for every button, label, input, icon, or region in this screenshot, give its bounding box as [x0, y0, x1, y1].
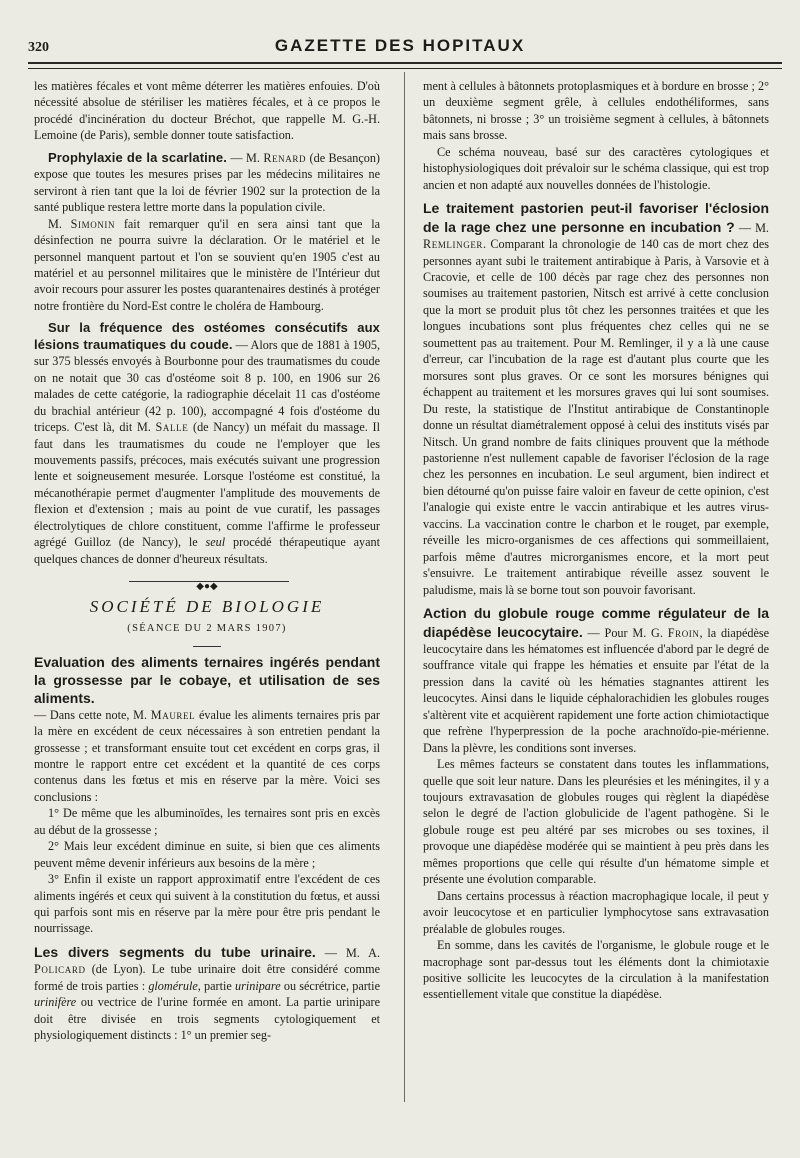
- left-column: [34, 78, 380, 1044]
- author-name: Simonin: [70, 216, 116, 231]
- tube-title: Les divers segments du tube urinaire.: [34, 943, 316, 960]
- page-number: 320: [28, 40, 49, 55]
- pasteur-title: Le traitement pastorien peut-il favoriser l'éclosion de la rage chez une personne en incubation ?: [423, 200, 769, 235]
- short-rule: [193, 646, 221, 647]
- author-name: Remlinger: [423, 237, 484, 252]
- globule-paragraph: Action du globule rouge comme régulateur de la diapédèse leucocytaire. — Pour M. G. Froin, la diapédèse leucocytaire dans les hématomes est influencée d'abord par le degré de souffrance vitale qui frappe les hématies et ensuite par l'état de la pression dans la cavité où les hématies stagnantes attirent les leucocytes. Ainsi dans le liquide céphalorachidien les globules rouges s'altèrent vite et acquièrent rapidement une forte action chimiotactique que refrène l'hyperpression de la poche arachnoïdo-pie-mérienne. Dans la plèvre, les conditions sont inverses.: [423, 605, 770, 755]
- grossesse-title: Evaluation des aliments ternaires ingérés pendant la grossesse par le cobaye, et utilisation de ses aliments.: [34, 653, 380, 706]
- globule-title: Action du globule rouge comme régulateur de la diapédèse leucocytaire.: [423, 605, 769, 640]
- author-name: Salle: [155, 420, 189, 435]
- grossesse-paragraph: — Dans cette note, M. Maurel évalue les aliments ternaires pris par la mère en excédent de ceux nécessaires à son entretien pendant la grossesse ; et transformant ensuite tout cet excédent en corps gras, il montre le rapport entre cet excédent et la quantité de ces corps contenus dans les fœtus et mis en réserve par la mère. Voici ses conclusions :: [34, 707, 380, 804]
- society-title: SOCIÉTÉ DE BIOLOGIE: [89, 597, 325, 617]
- intro-paragraph: les matières fécales et vont même déterrer les matières enfouies. D'où nécessité absolue de stériliser les matières fécales, et à ce propos le procédé d'incinération du docteur Bréchot, que rappelle M. G.-H. Lemoine (de Paris), semble donner toute satisfaction.: [34, 79, 380, 143]
- globule-paragraph-3: Dans certains processus à réaction macrophagique locale, il peut y avoir leucocytose et en particulier lymphocytose sans extravasation préalable de globules rouges.: [423, 888, 769, 936]
- author-name: Renard: [263, 150, 307, 165]
- page-header: [28, 36, 772, 62]
- tube-paragraph: Les divers segments du tube urinaire. — M. A. Policard (de Lyon). Le tube urinaire doit être considéré comme formé de trois parties : glomérule, partie urinipare ou sécrétrice, partie urinifère ou vectrice de l'urine formée en amont. La partie urinipare doit être divisée en trois segments cytologiquement et physiologiquement distincts : 1° un premier seg-: [34, 943, 381, 1043]
- continued-paragraph: ment à cellules à bâtonnets protoplasmiques et à bordure en brosse ; 2° un deuxième segment grêle, à cellules endothéliformes, sans bâtonnets, ni brosse ; 3° un troisième segment à cellules, à bâtonnets mais sans brosse.: [423, 79, 769, 143]
- header-rule: [28, 62, 782, 69]
- osteomes-paragraph: Sur la fréquence des ostéomes consécutifs aux lésions traumatiques du coude. — Alors que de 1881 à 1905, sur 375 blessés envoyés à Bourbonne pour des traumatismes du coude on ne notait que 30 cas d'ostéome soit 8 p. 100, en 1906 sur 26 malades de cette catégorie, la radiographie décelait 11 cas d'ostéome du brachial antérieur (42 p. 100), accompagné 4 fois d'ostéome du triceps. C'est là, dit M. Salle (de Nancy) un méfait du massage. Il faut dans les traumatismes du coude ne l'employer que les mouvements passifs, précoces, mais exécutés suivant une progression lente et soigneusement mesurée. Lorsque l'ostéome est constitué, la mécanothérapie permet d'augmenter l'amplitude des mouvements de flexion et d'extension ; mais au point de vue curatif, les passages électrolytiques de chlore constituent, comme l'affirme le professeur agrégé Guilloz (de Nancy), le seul procédé thérapeutique ayant quelques chances de donner d'heureux résultats.: [34, 320, 380, 566]
- globule-paragraph-2: Les mêmes facteurs se constatent dans toutes les inflammations, quelle que soit leur nature. Dans les pleurésies et les méningites, il y a toujours extravasation de globules rouges qui règlent la diapédèse selon le degré de l'action globulicide de l'agent pathogène. Si le globule rouge est peu altéré par ses microbes ou ses toxines, il provoque une diapédèse modérée qui se maintient à peu près dans les mêmes proportions que celle qui résulte d'un hématome simple et présente une évolution comparable.: [423, 757, 769, 887]
- simonin-paragraph: M. Simonin fait remarquer qu'il en sera ainsi tant que la désinfection ne pourra suivre la déclaration. Or le matériel et le personnel manquent partout et l'on se souvient qu'en 1905 c'est au matériel et au personnel militaires que le ministère de l'Intérieur dut avoir recours pour assurer les postes quarantenaires destinés à protéger notre frontière du Nord-Est contre le choléra de Hambourg.: [34, 216, 380, 313]
- author-name: Maurel: [150, 707, 196, 722]
- list-item: 3° Enfin il existe un rapport approximatif entre l'excédent de ces aliments ingérés et ceux qui suivent à la constitution du fœtus, et aussi qui parfois sont mis en réserve par la mère pour être pris pendant le nourrissage.: [34, 872, 380, 936]
- osteomes-title: Sur la fréquence des ostéomes consécutifs aux lésions traumatiques du coude.: [34, 320, 380, 352]
- scarlatine-title: Prophylaxie de la scarlatine.: [48, 149, 227, 165]
- list-item: 1° De même que les albuminoïdes, les ternaires sont pris en excès au début de la grossesse ;: [34, 806, 380, 837]
- author-name: Froin: [667, 625, 700, 640]
- session-date: (SÉANCE DU 2 MARS 1907): [127, 623, 287, 635]
- author-name: Policard: [34, 962, 86, 977]
- list-item: 2° Mais leur excédent diminue en suite, si bien que ces aliments peuvent même devenir inférieurs aux besoins de la mère ;: [34, 839, 380, 870]
- scarlatine-paragraph: Prophylaxie de la scarlatine. — M. Renard (de Besançon) expose que toutes les mesures prises par les médecins militaires ne serviront à rien tant que la loi de février 1902 sur la protection de la santé publique restera lettre morte dans la population civile.: [34, 149, 380, 215]
- pasteur-paragraph: Le traitement pastorien peut-il favoriser l'éclosion de la rage chez une personne en incubation ? — M. Remlinger. Comparant la chronologie de 140 cas de mort chez des personnes ayant subi le traitement antirabique à Paris, à Varsovie et à Cracovie, et celle de 100 décès par rage chez des personnes non soumises au traitement pastorien, Nitsch est arrivé à cette conclusion que la mort se produit plus tôt chez les personnes traitées et que les longues incubations sont plus fréquentes chez celles qui ne se soumettent pas au traitement. Pour M. Remlinger, il y a là une cause d'erreur, car l'incubation de la rage est d'autant plus courte que les morsures sont plus graves. Or ce sont les morsures bénignes qui échappent au traitement et les morsures graves qui lui sont soumises. Du reste, la statistique de l'Institut antirabique de Constantinople donne un résultat diamétralement opposé à celui des instituts visés par Nitsch. Un grand nombre de faits cliniques prouvent que la méthode pastorienne n'est nullement capable de favoriser l'éclosion de la rage chez les personnes en incubation. Le seul argument, bien indirect et bien détourné qu'on puisse faire valoir en faveur de cette opinion, c'est l'analogie qui existe entre le vaccin antirabique et les autres virus-vaccins. La vaccination contre le charbon et le rouget, par exemple, réveille les micro-organismes de ces affections qui sommeillaient, parfois même d'autres microrganismes encore, et la mort peut s'ensuivre. Le traitement antirabique réveille assez souvent le paludisme, mais là se borne tout son pouvoir favorisant.: [423, 200, 769, 597]
- section-ornament: ◆●◆: [34, 577, 380, 587]
- column-divider: [404, 72, 405, 1102]
- right-column: [423, 78, 769, 1003]
- globule-paragraph-4: En somme, dans les cavités de l'organisme, le globule rouge et le macrophage sont par-dessus tout les éléments dont la chimiotaxie positive sollicite les leucocytes de la circulation à la manifestation essentiellement vitale que constitue la diapédèse.: [423, 938, 769, 1002]
- journal-title: GAZETTE DES HOPITAUX: [274, 36, 526, 55]
- schema-paragraph: Ce schéma nouveau, basé sur des caractères cytologiques et histophysiologiques doit prévaloir sur le schéma classique, qui est trop ancien et non adapté aux nouvelles données de l'histologie.: [423, 144, 769, 192]
